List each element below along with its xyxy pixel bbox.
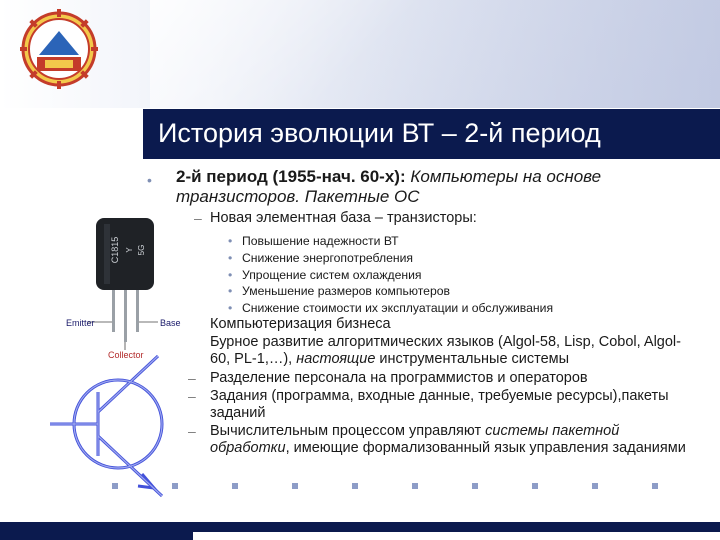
base-label: Base bbox=[160, 318, 181, 328]
list-item: • Упрощение систем охлаждения bbox=[228, 267, 422, 282]
collector-label: Collector bbox=[108, 350, 144, 360]
list-item: • Снижение стоимости их эксплуатации и обслуживания bbox=[228, 301, 554, 316]
point-jobs: Задания (программа, входные данные, требуемые ресурсы),пакеты заданий bbox=[210, 388, 669, 422]
bullet-marker: • bbox=[147, 172, 152, 188]
main-bullet bbox=[176, 167, 706, 207]
transistor-image bbox=[60, 210, 200, 360]
svg-text:Y: Y bbox=[125, 247, 134, 253]
dash-marker: – bbox=[188, 388, 196, 404]
university-logo bbox=[20, 5, 98, 93]
point-business: Компьютеризация бизнеса bbox=[210, 316, 391, 332]
list-item: • Уменьшение размеров компьютеров bbox=[228, 284, 450, 299]
main-bullet-italic: Компьютеры на основе транзисторов. Пакетные ОС bbox=[176, 167, 602, 206]
element-base-line: Новая элементная база – транзисторы: bbox=[210, 210, 477, 226]
point-batch: Вычислительным процессом управляют системы пакетной обработки, имеющие формализованный язык управления заданиями bbox=[210, 423, 686, 457]
dash-marker: – bbox=[188, 423, 196, 439]
list-item: • Повышение надежности ВТ bbox=[228, 234, 399, 248]
header-band bbox=[0, 0, 720, 108]
dash-marker: – bbox=[188, 370, 196, 386]
point-languages: Бурное развитие алгоритмических языков (Algol-58, Lisp, Cobol, Algol-60, PL-1,…), настоящие инструментальные системы bbox=[210, 334, 681, 368]
slide-title: История эволюции ВТ – 2-й период bbox=[158, 118, 601, 148]
footer-bar bbox=[0, 522, 720, 540]
main-bullet-bold: 2-й период (1955-нач. 60-х): bbox=[176, 167, 406, 186]
dash-marker: – bbox=[194, 210, 202, 226]
advantages-list bbox=[228, 233, 553, 317]
emitter-label: Emitter bbox=[66, 318, 95, 328]
point-personnel: Разделение персонала на программистов и операторов bbox=[210, 370, 588, 386]
decorative-dots bbox=[0, 483, 720, 493]
svg-text:5G: 5G bbox=[137, 244, 146, 256]
list-item: • Снижение энергопотребления bbox=[228, 250, 414, 265]
transistor-symbol-icon bbox=[46, 350, 206, 500]
transistor-marking: C1815 bbox=[110, 236, 120, 264]
